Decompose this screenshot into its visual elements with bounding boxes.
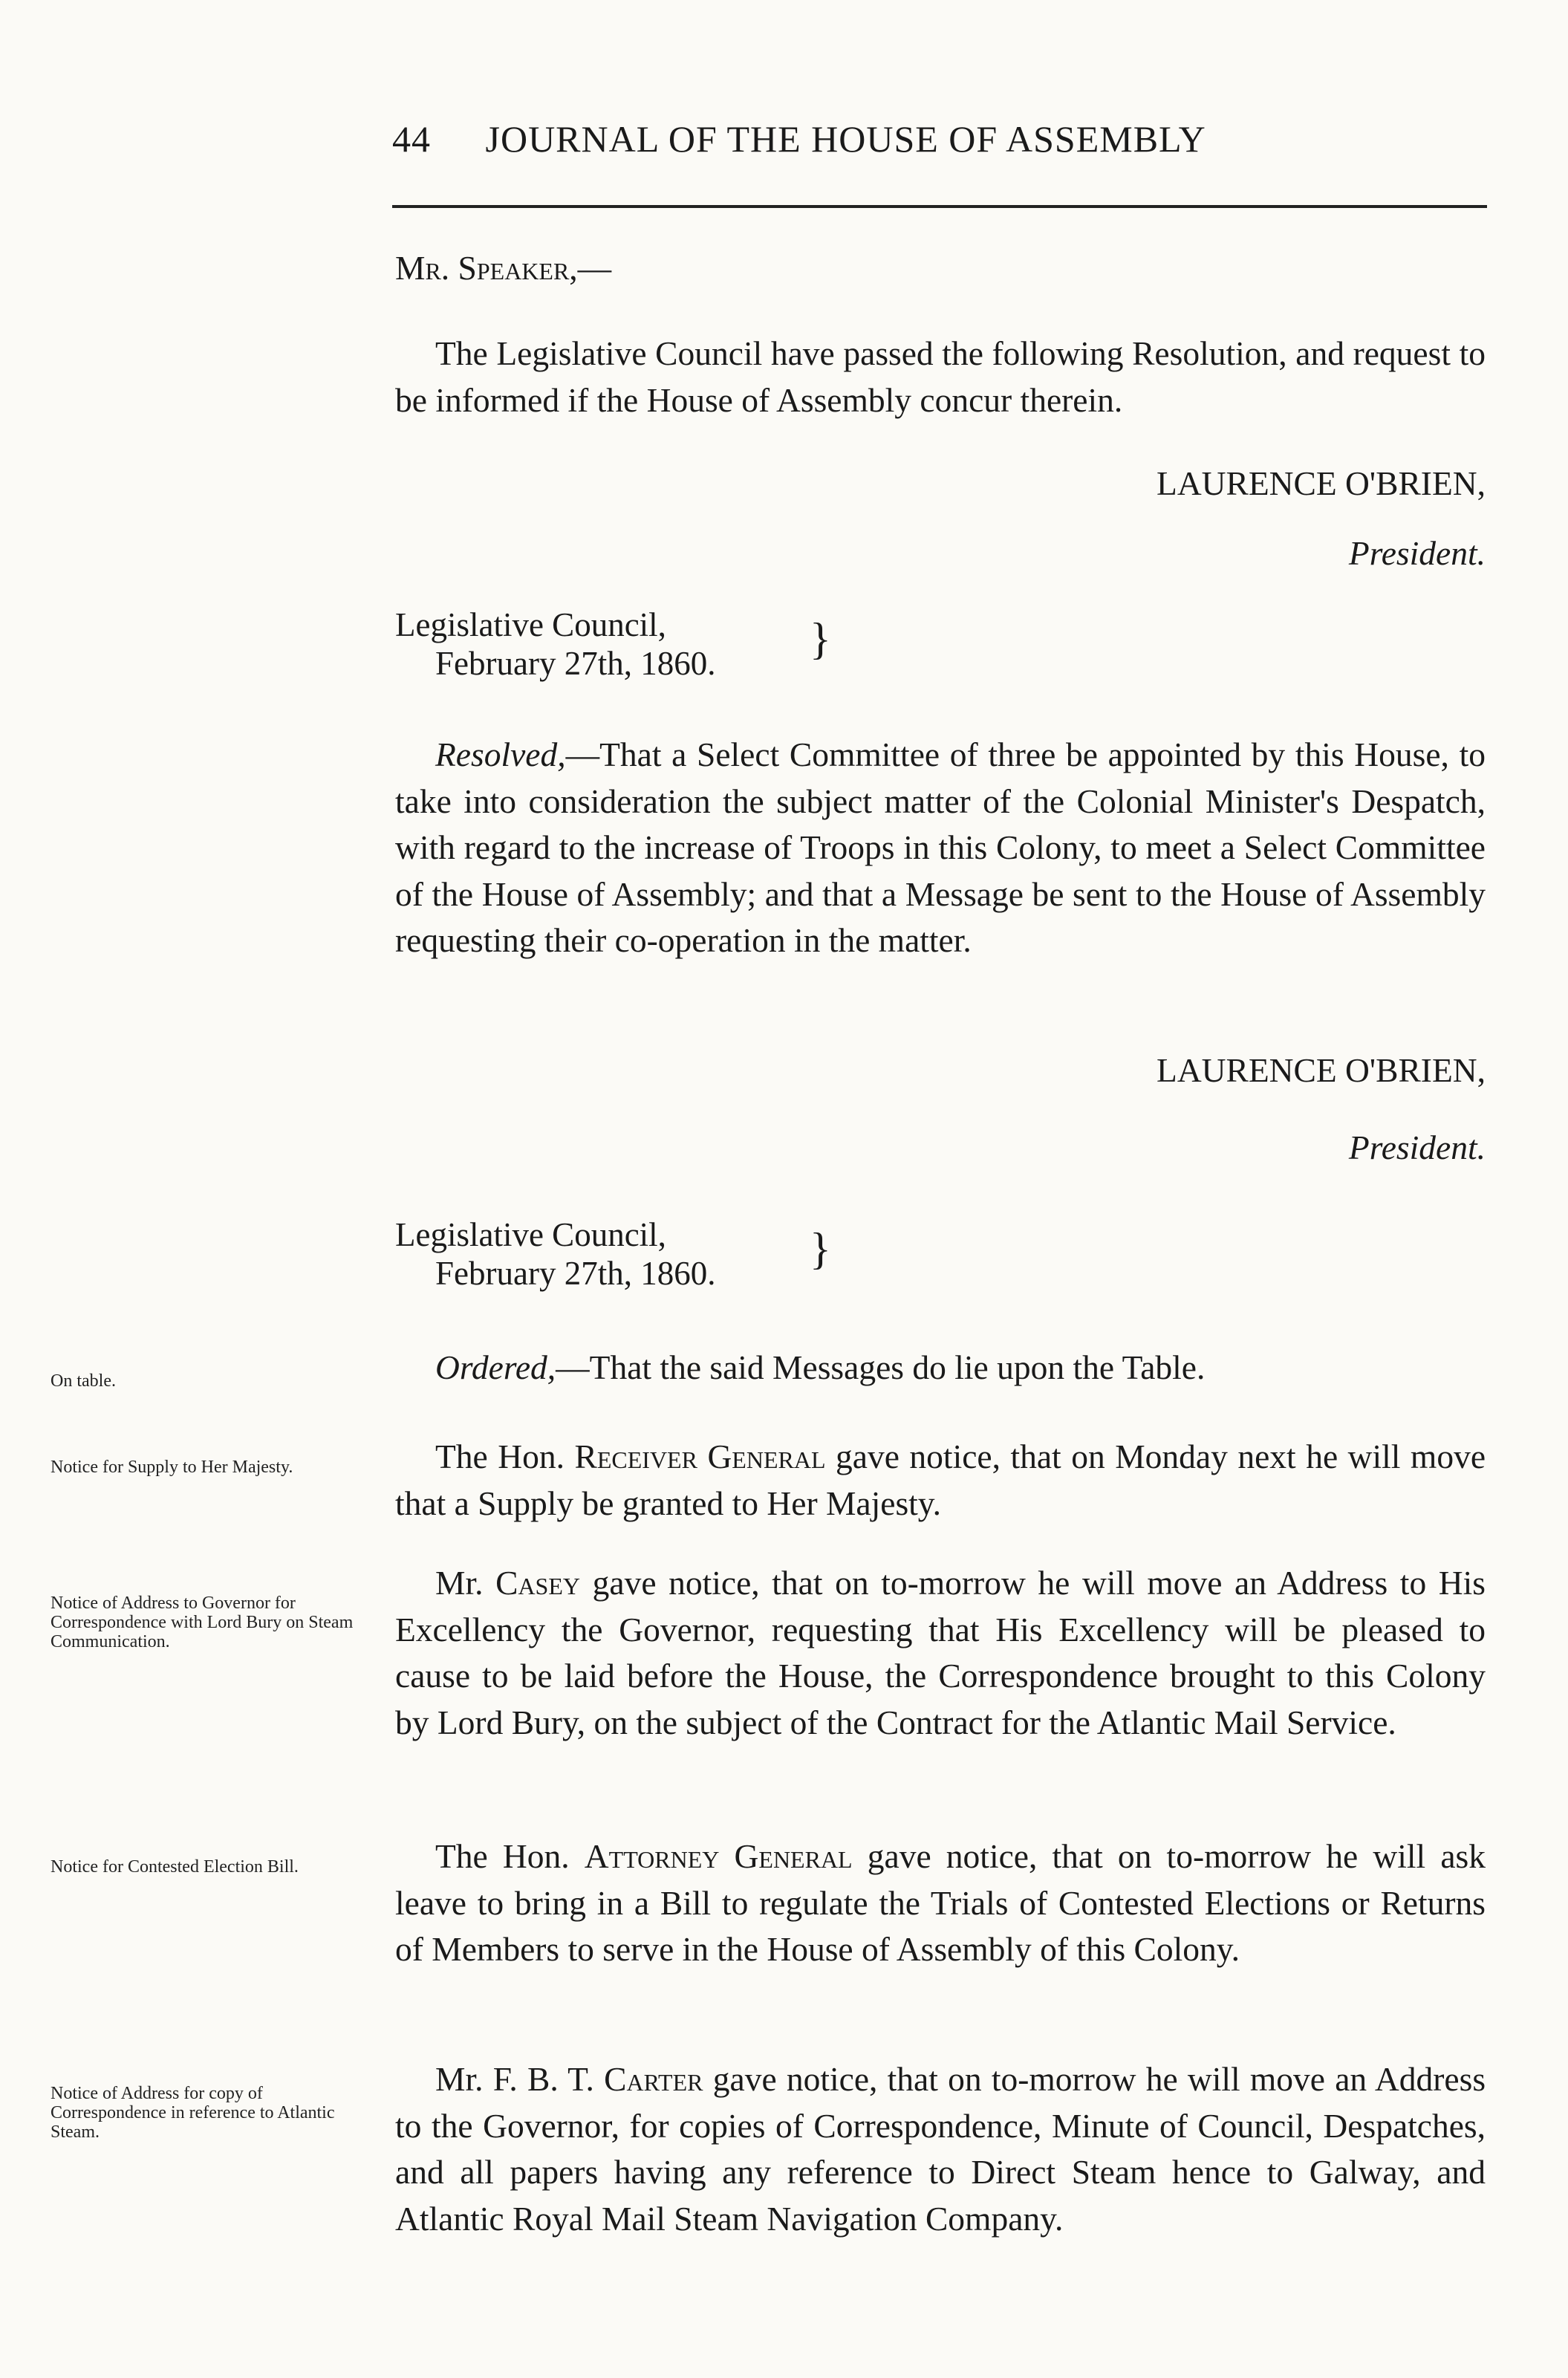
resolved-lead: Resolved,: [435, 735, 566, 773]
member-name: Receiver General: [574, 1437, 826, 1475]
brace-glyph: }: [810, 1224, 831, 1273]
margin-note: On table.: [51, 1371, 116, 1391]
page-number: 44: [392, 118, 431, 160]
member-name: Carter: [604, 2060, 703, 2098]
resolved-text: —That a Select Committee of three be appointed by this House, to take into consideration the subject matter of the Colonial Minister's Despatch, with regard to the increase of Troops in this Colony, to meet a Select Committee of the House of Assembly; and that a Message be sent to the House of Assembly requesting their co-operation in the matter.: [395, 735, 1486, 959]
margin-note: Notice of Address to Governor for Correspondence with Lord Bury on Steam Communication.: [51, 1594, 354, 1651]
running-header: [392, 117, 1491, 160]
ordered-lead: Ordered,: [435, 1348, 556, 1386]
margin-note: Notice of Address for copy of Correspondence in reference to Atlantic Steam.: [51, 2084, 335, 2142]
message1-dateline: [395, 605, 831, 683]
entry-casey-notice: Mr. Casey gave notice, that on to-morrow he will move an Address to His Excellency the Governor, requesting that His Excellency will be pleased to cause to be laid before the House, the Correspondence brought to this Colony by Lord Bury, on the subject of the Contract for the Atlantic Mail Service.: [395, 1564, 1486, 1741]
dateline-place: Legislative Council,: [395, 606, 666, 643]
member-name: Attorney General: [584, 1837, 853, 1875]
header-rule: [392, 205, 1487, 208]
message2-text: [395, 732, 1486, 964]
message2-dateline: [395, 1215, 831, 1293]
salutation: Mr. Speaker,—: [395, 249, 612, 287]
member-name: Casey: [495, 1564, 581, 1602]
margin-note: Notice for Contested Election Bill.: [51, 1857, 299, 1877]
entry-supply-notice: The Hon. Receiver General gave notice, that on Monday next he will move that a Supply be granted to Her Majesty.: [395, 1437, 1486, 1522]
brace-glyph: }: [810, 614, 831, 663]
entry-carter-notice: Mr. F. B. T. Carter gave notice, that on to-morrow he will move an Address to the Governor, for copies of Correspondence, Minute of Council, Despatches, and all papers having any reference to Direct Steam hence to Galway, and Atlantic Royal Mail Steam Navigation Company.: [395, 2060, 1486, 2238]
margin-note: Notice for Supply to Her Majesty.: [51, 1458, 293, 1477]
message1-role: President.: [1348, 534, 1486, 572]
message1-text: The Legislative Council have passed the following Resolution, and request to be informed if the House of Assembly concur therein.: [395, 334, 1486, 419]
message2-signatory: LAURENCE O'BRIEN,: [1157, 1051, 1486, 1089]
message1-signatory: LAURENCE O'BRIEN,: [1157, 464, 1486, 502]
dateline-date: February 27th, 1860.: [435, 1255, 716, 1292]
entry-election-notice: The Hon. Attorney General gave notice, that on to-morrow he will ask leave to bring in a Bill to regulate the Trials of Contested Elections or Returns of Members to serve in the House of Assembly of this Colony.: [395, 1837, 1486, 1968]
journal-title: JOURNAL OF THE HOUSE OF ASSEMBLY: [485, 118, 1206, 160]
dateline-place: Legislative Council,: [395, 1216, 666, 1253]
ordered-text: —That the said Messages do lie upon the Table.: [556, 1348, 1206, 1386]
entry-ordered: [395, 1345, 1486, 1391]
message2-role: President.: [1348, 1128, 1486, 1166]
dateline-date: February 27th, 1860.: [435, 645, 716, 682]
